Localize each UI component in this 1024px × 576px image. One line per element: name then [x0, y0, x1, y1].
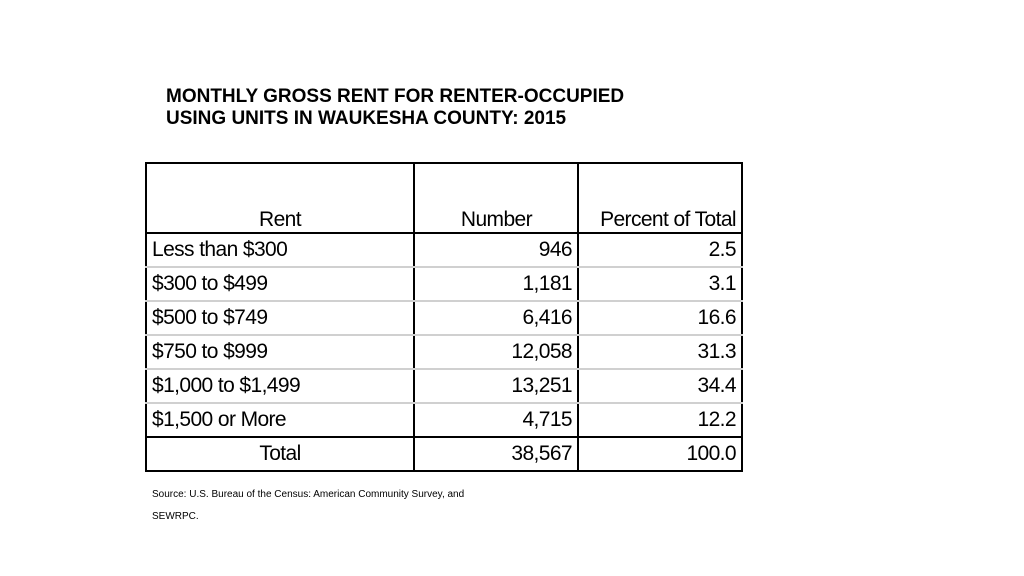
table-row [146, 403, 742, 437]
total-label: Total [146, 437, 414, 471]
total-row [146, 437, 742, 471]
source-line-2: SEWRPC. [152, 511, 199, 522]
percent-cell: 12.2 [578, 403, 742, 437]
column-header-number: Number [414, 163, 578, 233]
rent-range-cell: $1,500 or More [146, 403, 414, 437]
column-header-percent: Percent of Total [578, 163, 742, 233]
rent-range-cell: $1,000 to $1,499 [146, 369, 414, 403]
percent-cell: 31.3 [578, 335, 742, 369]
percent-cell: 2.5 [578, 233, 742, 267]
source-note [152, 484, 572, 528]
total-number-cell: 38,567 [414, 437, 578, 471]
table-row [146, 267, 742, 301]
number-cell: 6,416 [414, 301, 578, 335]
percent-cell: 34.4 [578, 369, 742, 403]
total-percent-cell: 100.0 [578, 437, 742, 471]
rent-range-cell: $750 to $999 [146, 335, 414, 369]
page-title [166, 86, 766, 130]
table-header-row [146, 163, 742, 233]
table-row [146, 335, 742, 369]
title-line-1: MONTHLY GROSS RENT FOR RENTER-OCCUPIED [166, 86, 625, 107]
title-line-2: USING UNITS IN WAUKESHA COUNTY: 2015 [166, 108, 567, 129]
table-row [146, 369, 742, 403]
rent-range-cell: Less than $300 [146, 233, 414, 267]
number-cell: 1,181 [414, 267, 578, 301]
rent-table [145, 162, 743, 472]
percent-cell: 3.1 [578, 267, 742, 301]
column-header-rent: Rent [146, 163, 414, 233]
number-cell: 4,715 [414, 403, 578, 437]
percent-cell: 16.6 [578, 301, 742, 335]
table-row [146, 301, 742, 335]
source-line-1: Source: U.S. Bureau of the Census: American Community Survey, and [152, 489, 465, 500]
rent-range-cell: $300 to $499 [146, 267, 414, 301]
rent-range-cell: $500 to $749 [146, 301, 414, 335]
number-cell: 12,058 [414, 335, 578, 369]
number-cell: 13,251 [414, 369, 578, 403]
number-cell: 946 [414, 233, 578, 267]
table-row [146, 233, 742, 267]
